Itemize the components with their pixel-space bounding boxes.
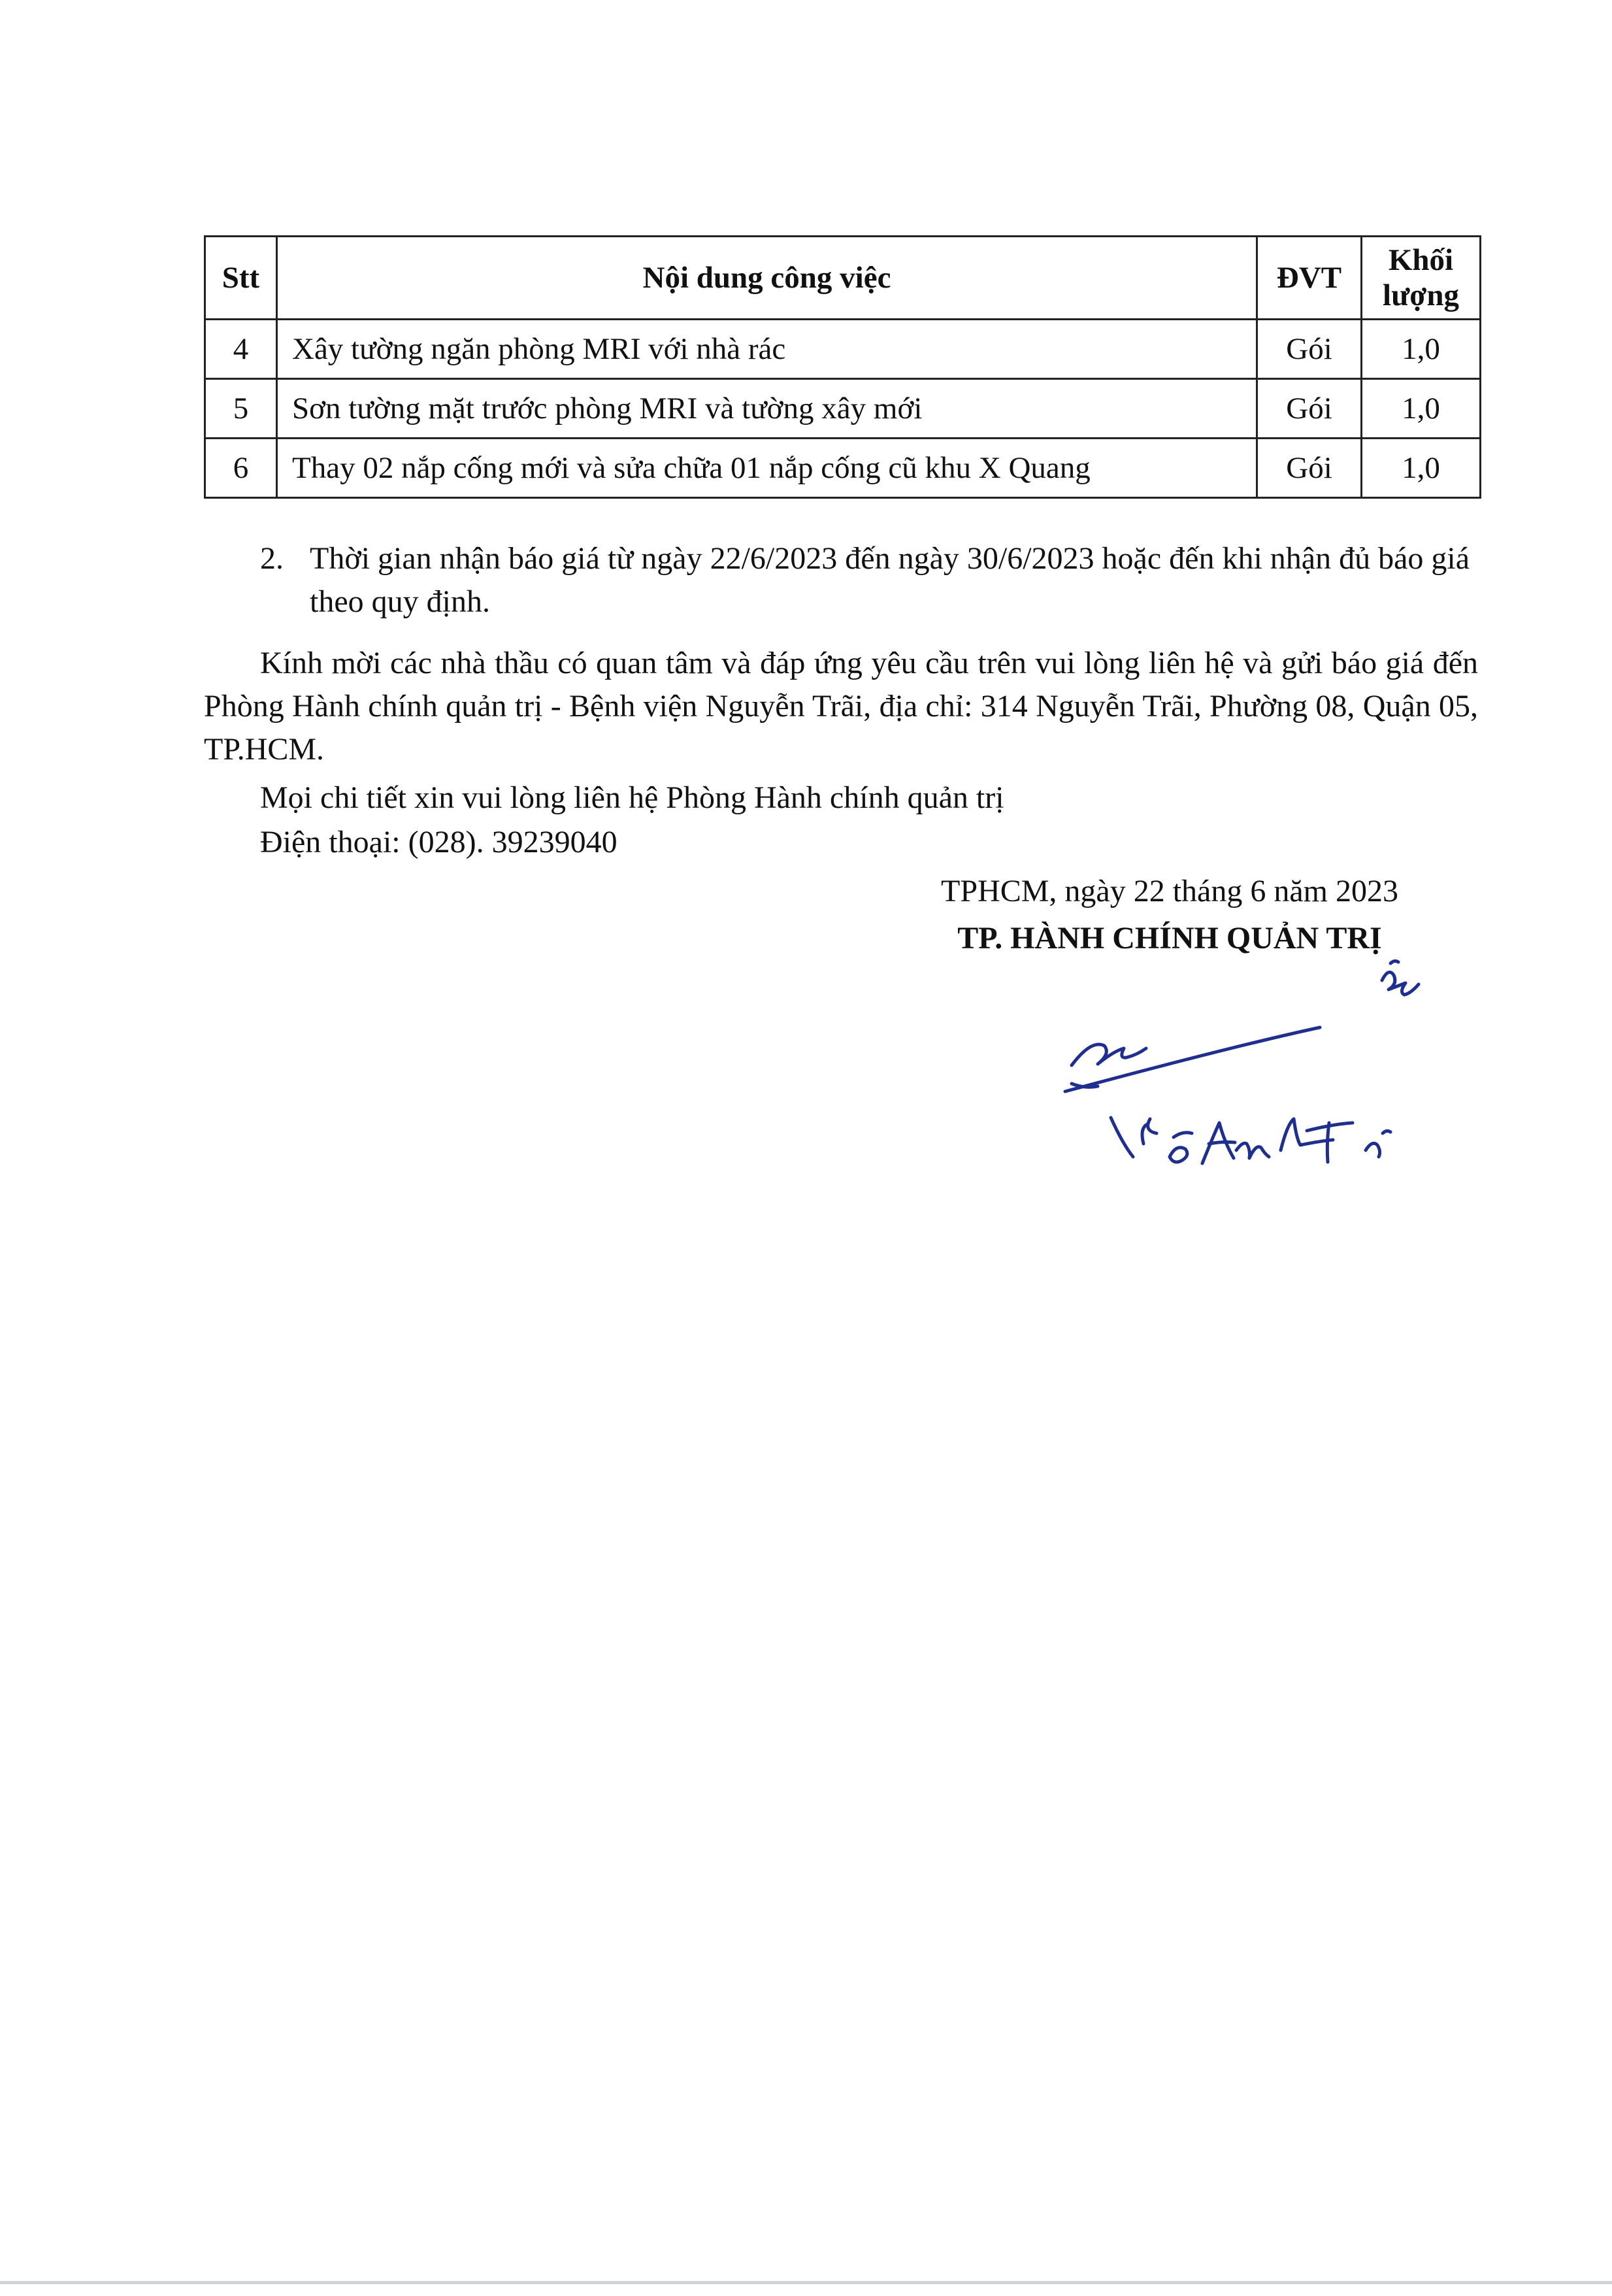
row-quantity: 1,0 bbox=[1362, 320, 1481, 379]
row-quantity: 1,0 bbox=[1362, 439, 1481, 498]
scan-edge-line bbox=[0, 2281, 1612, 2284]
invitation-paragraph: Kính mời các nhà thầu có quan tâm và đáp ứng yêu cầu trên vui lòng liên hệ và gửi báo giá đến Phòng Hành chính quản trị - Bệnh viện Nguyễn Trãi, địa chỉ: 314 Nguyễn Trãi, Phường 08, Quận 05, TP.HCM. bbox=[204, 646, 1478, 767]
row-unit: Gói bbox=[1257, 439, 1362, 498]
header-quantity-line2: lượng bbox=[1383, 278, 1459, 312]
row-stt: 4 bbox=[205, 320, 277, 379]
signature-title: TP. HÀNH CHÍNH QUẢN TRỊ bbox=[957, 921, 1382, 956]
item-2-paragraph bbox=[260, 537, 1475, 624]
header-quantity-line1: Khối bbox=[1388, 242, 1454, 277]
item-2-text: Thời gian nhận báo giá từ ngày 22/6/2023 đến ngày 30/6/2023 hoặc đến khi nhận đủ báo giá theo quy định. bbox=[310, 541, 1470, 619]
work-items-table bbox=[204, 235, 1481, 499]
row-content: Sơn tường mặt trước phòng MRI và tường xây mới bbox=[277, 379, 1257, 439]
item-2-number: 2. bbox=[260, 541, 284, 576]
handwritten-signature bbox=[1032, 941, 1477, 1176]
row-stt: 5 bbox=[205, 379, 277, 439]
row-content: Xây tường ngăn phòng MRI với nhà rác bbox=[277, 320, 1257, 379]
contact-line: Mọi chi tiết xin vui lòng liên hệ Phòng Hành chính quản trị bbox=[260, 780, 1004, 815]
table-header-row bbox=[205, 237, 1481, 320]
signature-date: TPHCM, ngày 22 tháng 6 năm 2023 bbox=[941, 874, 1398, 908]
table-row bbox=[205, 439, 1481, 498]
table-row bbox=[205, 379, 1481, 439]
header-content: Nội dung công việc bbox=[277, 237, 1257, 320]
phone-line: Điện thoại: (028). 39239040 bbox=[260, 825, 617, 859]
row-unit: Gói bbox=[1257, 379, 1362, 439]
header-unit: ĐVT bbox=[1257, 237, 1362, 320]
table-row bbox=[205, 320, 1481, 379]
header-quantity bbox=[1362, 237, 1481, 320]
row-quantity: 1,0 bbox=[1362, 379, 1481, 439]
row-content: Thay 02 nắp cống mới và sửa chữa 01 nắp cống cũ khu X Quang bbox=[277, 439, 1257, 498]
row-unit: Gói bbox=[1257, 320, 1362, 379]
row-stt: 6 bbox=[205, 439, 277, 498]
header-stt: Stt bbox=[205, 237, 277, 320]
